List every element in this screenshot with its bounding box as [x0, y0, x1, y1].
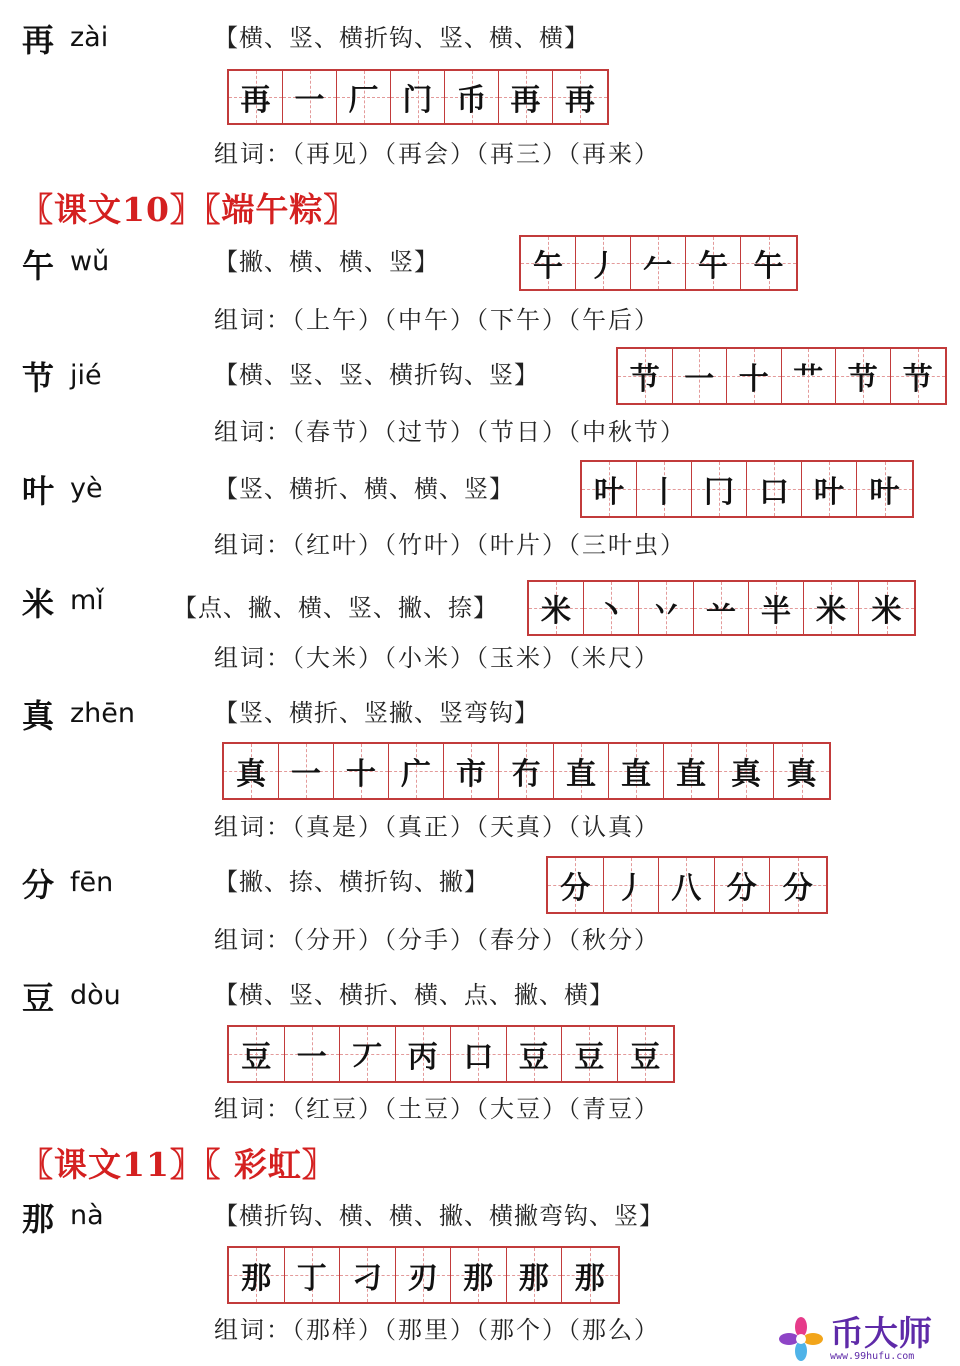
stroke-order-zhen: 【竖、横折、竖撇、竖弯钩】: [214, 699, 539, 727]
stroke-step-glyph: 午: [753, 249, 784, 284]
stroke-step-cell: [562, 1248, 618, 1302]
stroke-step-glyph: 冇: [511, 757, 541, 792]
stroke-step-glyph: 再: [565, 83, 595, 118]
stroke-step-cell: [229, 1248, 285, 1302]
stroke-order-fen: 【撇、捺、横折钩、撇】: [214, 868, 489, 896]
stroke-step-glyph: 八: [671, 871, 702, 906]
stroke-step-cell: [749, 582, 804, 634]
character-zai: 再: [22, 21, 55, 59]
stroke-step-glyph: 丿: [615, 871, 646, 906]
stroke-step-cell: [836, 349, 891, 403]
stroke-step-cell: [444, 744, 499, 798]
stroke-step-glyph: 一: [294, 83, 325, 118]
stroke-step-cell: [859, 582, 914, 634]
word-examples-mi: 组词：（大米）（小米）（玉米）（米尺）: [214, 644, 660, 672]
pinyin-wu: wǔ: [70, 246, 110, 277]
stroke-step-cell: [451, 1027, 507, 1081]
stroke-step-glyph: 市: [456, 757, 486, 792]
character-wu: 午: [22, 247, 55, 285]
stroke-step-cell: [727, 349, 782, 403]
stroke-step-cell: [334, 744, 389, 798]
stroke-step-cell: [499, 71, 553, 123]
stroke-step-cell: [507, 1027, 563, 1081]
stroke-step-cell: [396, 1248, 452, 1302]
pinyin-dou: dòu: [70, 980, 121, 1011]
stroke-step-glyph: 𠂉: [643, 249, 673, 284]
stroke-step-glyph: 广: [401, 757, 431, 792]
stroke-step-glyph: 午: [698, 249, 728, 284]
stroke-step-cell: [548, 858, 604, 912]
stroke-step-glyph: 艹: [793, 362, 824, 397]
stroke-step-cell: [664, 744, 719, 798]
stroke-step-glyph: 那: [463, 1261, 494, 1296]
stroke-step-cell: [553, 71, 607, 123]
stroke-step-glyph: 币: [456, 83, 487, 118]
logo-url: www.99hufu.com: [830, 1350, 915, 1362]
stroke-step-glyph: 那: [241, 1261, 272, 1296]
stroke-order-jie: 【横、竖、竖、横折钩、竖】: [214, 361, 539, 389]
stroke-step-cell: [445, 71, 499, 123]
lesson-10-heading: 〖课文10〗〖端午粽〗: [20, 190, 358, 229]
stroke-step-glyph: 十: [346, 757, 376, 792]
stroke-step-glyph: 丿: [588, 249, 618, 284]
word-examples-wu: 组词：（上午）（中午）（下午）（午后）: [214, 306, 660, 334]
stroke-step-glyph: 再: [510, 83, 541, 118]
stroke-grid-mi: [527, 580, 916, 636]
stroke-step-glyph: 䒑: [706, 594, 736, 629]
character-fen: 分: [22, 866, 55, 904]
stroke-step-glyph: 一: [684, 362, 715, 397]
stroke-step-cell: [229, 1027, 285, 1081]
stroke-step-cell: [562, 1027, 618, 1081]
stroke-step-cell: [618, 349, 673, 403]
pinyin-fen: fēn: [70, 867, 114, 898]
stroke-step-cell: [507, 1248, 563, 1302]
stroke-step-cell: [576, 237, 631, 289]
word-examples-ye: 组词：（红叶）（竹叶）（叶片）（三叶虫）: [214, 531, 686, 559]
stroke-step-cell: [639, 582, 694, 634]
stroke-step-glyph: 叶: [869, 475, 900, 510]
stroke-step-cell: [604, 858, 660, 912]
stroke-step-cell: [285, 1248, 341, 1302]
stroke-step-glyph: 厂: [348, 83, 379, 118]
stroke-step-cell: [609, 744, 664, 798]
stroke-order-dou: 【横、竖、横折、横、点、撇、横】: [214, 981, 614, 1009]
stroke-grid-na: [227, 1246, 620, 1304]
stroke-step-glyph: 那: [574, 1261, 605, 1296]
stroke-step-cell: [396, 1027, 452, 1081]
stroke-step-glyph: 节: [629, 362, 660, 397]
stroke-step-glyph: 节: [902, 362, 933, 397]
stroke-grid-fen: [546, 856, 828, 914]
stroke-step-glyph: 直: [621, 757, 651, 792]
stroke-step-cell: [389, 744, 444, 798]
stroke-step-glyph: 叶: [594, 475, 624, 510]
word-examples-zai: 组词：（再见）（再会）（再三）（再来）: [214, 140, 660, 168]
character-ye: 叶: [22, 472, 55, 510]
stroke-step-glyph: 十: [738, 362, 769, 397]
stroke-step-cell: [747, 462, 802, 516]
stroke-step-glyph: 真: [731, 757, 761, 792]
stroke-step-glyph: 丷: [651, 594, 681, 629]
stroke-step-cell: [686, 237, 741, 289]
stroke-step-cell: [692, 462, 747, 516]
stroke-step-cell: [279, 744, 334, 798]
stroke-step-glyph: 午: [533, 249, 563, 284]
word-examples-fen: 组词：（分开）（分手）（春分）（秋分）: [214, 926, 660, 954]
stroke-step-cell: [229, 71, 283, 123]
stroke-step-glyph: 米: [871, 594, 902, 629]
character-jie: 节: [22, 359, 55, 397]
stroke-step-cell: [554, 744, 609, 798]
stroke-step-glyph: 丙: [407, 1040, 438, 1075]
stroke-step-cell: [391, 71, 445, 123]
stroke-step-glyph: 直: [566, 757, 596, 792]
stroke-step-cell: [694, 582, 749, 634]
stroke-step-cell: [891, 349, 946, 403]
stroke-step-glyph: 叶: [814, 475, 844, 510]
stroke-step-cell: [584, 582, 639, 634]
character-mi: 米: [22, 585, 55, 623]
stroke-step-glyph: 再: [240, 83, 271, 118]
stroke-step-glyph: 丨: [649, 475, 679, 510]
stroke-order-na: 【横折钩、横、横、撇、横撇弯钩、竖】: [214, 1202, 664, 1230]
pinyin-na: nà: [70, 1200, 104, 1231]
stroke-step-cell: [618, 1027, 674, 1081]
word-examples-na: 组词：（那样）（那里）（那个）（那么）: [214, 1316, 660, 1344]
stroke-step-cell: [637, 462, 692, 516]
stroke-step-cell: [224, 744, 279, 798]
lesson-11-heading: 〖课文11〗〖 彩虹〗: [20, 1145, 336, 1184]
stroke-step-cell: [451, 1248, 507, 1302]
stroke-step-cell: [770, 858, 826, 912]
pinyin-zhen: zhēn: [70, 698, 136, 729]
stroke-step-cell: [529, 582, 584, 634]
stroke-step-glyph: 直: [676, 757, 706, 792]
stroke-step-glyph: 丁: [296, 1261, 327, 1296]
stroke-step-glyph: 豆: [630, 1040, 661, 1075]
stroke-step-glyph: 豆: [241, 1040, 272, 1075]
word-examples-jie: 组词：（春节）（过节）（节日）（中秋节）: [214, 418, 686, 446]
stroke-step-cell: [774, 744, 829, 798]
stroke-step-glyph: 门: [402, 83, 433, 118]
stroke-step-cell: [741, 237, 796, 289]
stroke-step-glyph: 丆: [352, 1040, 383, 1075]
stroke-step-glyph: 真: [786, 757, 817, 792]
pinyin-zai: zài: [70, 22, 109, 53]
pinyin-ye: yè: [70, 473, 103, 504]
word-examples-zhen: 组词：（真是）（真正）（天真）（认真）: [214, 813, 660, 841]
stroke-grid-wu: [519, 235, 798, 291]
stroke-step-cell: [804, 582, 859, 634]
stroke-step-cell: [715, 858, 771, 912]
stroke-order-mi: 【点、撇、横、竖、撇、捺】: [173, 594, 498, 622]
stroke-step-glyph: 刁: [352, 1261, 383, 1296]
word-examples-dou: 组词：（红豆）（土豆）（大豆）（青豆）: [214, 1095, 660, 1123]
stroke-step-cell: [340, 1027, 396, 1081]
character-zhen: 真: [22, 697, 55, 735]
stroke-step-glyph: 真: [236, 757, 266, 792]
stroke-step-cell: [802, 462, 857, 516]
character-na: 那: [22, 1200, 55, 1238]
stroke-step-glyph: 丶: [596, 594, 626, 629]
stroke-order-zai: 【横、竖、横折钩、竖、横、横】: [214, 24, 589, 52]
stroke-grid-dou: [227, 1025, 675, 1083]
stroke-step-glyph: 豆: [574, 1040, 605, 1075]
stroke-step-glyph: 节: [847, 362, 878, 397]
logo-text: 币大师: [830, 1313, 932, 1354]
pinwheel-icon: [776, 1314, 826, 1364]
stroke-step-glyph: 半: [761, 594, 791, 629]
stroke-step-glyph: 冂: [704, 475, 734, 510]
character-dou: 豆: [22, 979, 55, 1017]
stroke-step-cell: [719, 744, 774, 798]
stroke-grid-zai: [227, 69, 609, 125]
pinyin-jie: jié: [70, 360, 102, 391]
stroke-step-cell: [285, 1027, 341, 1081]
stroke-step-cell: [631, 237, 686, 289]
stroke-step-cell: [521, 237, 576, 289]
site-logo: [776, 1314, 932, 1364]
stroke-grid-ye: [580, 460, 914, 518]
stroke-step-glyph: 米: [816, 594, 846, 629]
stroke-step-glyph: 分: [782, 871, 813, 906]
stroke-step-cell: [283, 71, 337, 123]
stroke-grid-zhen: [222, 742, 831, 800]
stroke-step-glyph: 分: [726, 871, 757, 906]
stroke-step-cell: [582, 462, 637, 516]
stroke-step-glyph: 刃: [407, 1261, 438, 1296]
stroke-step-cell: [857, 462, 912, 516]
stroke-step-cell: [659, 858, 715, 912]
stroke-step-glyph: 一: [291, 757, 321, 792]
stroke-step-glyph: 那: [518, 1261, 549, 1296]
stroke-step-cell: [782, 349, 837, 403]
stroke-step-cell: [499, 744, 554, 798]
stroke-step-glyph: 豆: [518, 1040, 549, 1075]
stroke-step-glyph: 分: [560, 871, 591, 906]
stroke-step-cell: [673, 349, 728, 403]
stroke-step-glyph: 米: [541, 594, 571, 629]
stroke-step-glyph: 一: [296, 1040, 327, 1075]
stroke-step-cell: [340, 1248, 396, 1302]
stroke-order-wu: 【撇、横、横、竖】: [214, 248, 439, 276]
stroke-grid-jie: [616, 347, 947, 405]
stroke-order-ye: 【竖、横折、横、横、竖】: [214, 475, 514, 503]
pinyin-mi: mǐ: [70, 585, 104, 616]
stroke-step-glyph: 口: [759, 475, 789, 510]
stroke-step-cell: [337, 71, 391, 123]
stroke-step-glyph: 口: [463, 1040, 494, 1075]
